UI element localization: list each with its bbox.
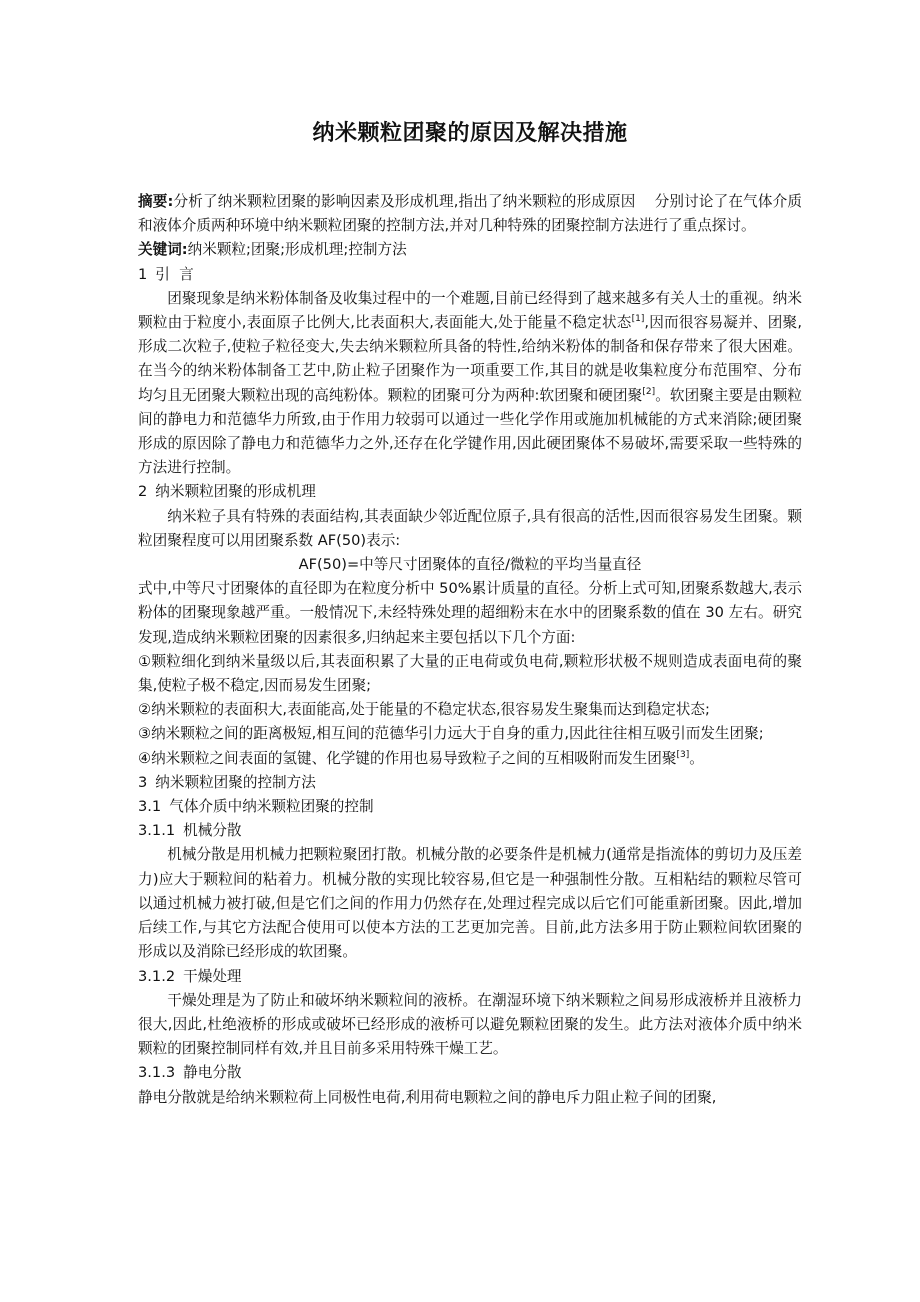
section-3-1-3-paragraph: 静电分散就是给纳米颗粒荷上同极性电荷,利用荷电颗粒之间的静电斥力阻止粒子间的团聚, [138, 1088, 717, 1106]
section-1-number: 1 [138, 265, 148, 283]
section-3-1-2-paragraph: 干燥处理是为了防止和破坏纳米颗粒间的液桥。在潮湿环境下纳米颗粒之间易形成液桥并且液桥力很大,因此,杜绝液桥的形成或破坏已经形成的液桥可以避免颗粒团聚的发生。此方法对液体介质中纳米颗粒的团聚控制同样有效,并且目前多采用特殊干燥工艺。 [138, 991, 802, 1058]
citation-3: [3] [676, 749, 690, 760]
paragraph-text: 。软团聚主要是由颗粒间的静电力和范德华力所致,由于作用力较弱可以通过一些化学作用或施加机械能的方式来消除;硬团聚形成的原因除了静电力和范德华力之外,还存在化学键作用,因此硬团聚体不易破坏,需要采取一些特殊的方法进行控制。 [138, 386, 802, 477]
list-item-4 [138, 747, 802, 771]
section-2-title: 纳米颗粒团聚的形成机理 [155, 483, 316, 501]
section-1-paragraph [138, 287, 802, 481]
document-title: 纳米颗粒团聚的原因及解决措施 [312, 121, 628, 146]
section-3-1-2-title: 干燥处理 [183, 967, 242, 985]
section-3-1-2-number: 3.1.2 [138, 967, 176, 985]
section-3-title: 纳米颗粒团聚的控制方法 [155, 773, 316, 791]
keywords [138, 238, 802, 262]
paragraph-text: ,因而很容易凝并、团聚,形成二次粒子,使粒子粒径变大,失去纳米颗粒所具备的特性,给纳米粉体的制备和保存带来了很大困难。在当今的纳米粉体制备工艺中,防止粒子团聚作为一项重要工作,其目的就是收集粒度分布范围窄、分布均匀且无团聚大颗粒出现的高纯粉体。颗粒的团聚可分为两种:软团聚和硬团聚 [138, 314, 802, 404]
abstract [138, 190, 802, 238]
section-2-paragraph-2: 式中,中等尺寸团聚体的直径即为在粒度分析中 50%累计质量的直径。分析上式可知,团聚系数越大,表示粉体的团聚现象越严重。一般情况下,未经特殊处理的超细粉末在水中的团聚系数的值在 30 左右。研究发现,造成纳米颗粒团聚的因素很多,归纳起来主要包括以下几个方面: [138, 580, 802, 646]
paragraph-text: 团聚现象是纳米粉体制备及收集过程中的一个难题,目前已经得到了越来越多有关人士的重视。纳米颗粒由于粒度小,表面原子比例大,比表面积大,表面能大,处于能量不稳定状态 [138, 289, 802, 332]
section-3-1-3-title: 静电分散 [183, 1064, 242, 1082]
abstract-label: 摘要: [138, 193, 174, 210]
document-page [138, 118, 802, 1110]
citation-2: [2] [642, 386, 656, 397]
citation-1: [1] [631, 314, 645, 325]
section-3-heading [138, 771, 802, 795]
list-item-3: ③纳米颗粒之间的距离极短,相互间的范德华引力远大于自身的重力,因此往往相互吸引而发生团聚; [138, 725, 764, 743]
list-item-text: ④纳米颗粒之间表面的氢键、化学键的作用也易导致粒子之间的互相吸附而发生团聚 [138, 749, 677, 767]
list-item-1: ①颗粒细化到纳米量级以后,其表面积累了大量的正电荷或负电荷,颗粒形状极不规则造成表面电荷的聚集,使粒子极不稳定,因而易发生团聚; [138, 652, 802, 695]
keywords-text: 纳米颗粒;团聚;形成机理;控制方法 [187, 241, 407, 259]
section-1-title: 引 言 [155, 265, 194, 283]
section-3-1-1-title: 机械分散 [183, 822, 242, 840]
section-3-1-1-number: 3.1.1 [138, 822, 176, 840]
section-3-number: 3 [138, 773, 148, 791]
keywords-label: 关键词: [138, 241, 188, 259]
section-3-1-title: 气体介质中纳米颗粒团聚的控制 [169, 798, 374, 816]
abstract-text: 分析了纳米颗粒团聚的影响因素及形成机理,指出了纳米颗粒的形成原因 分别讨论了在气体介质和液体介质两种环境中纳米颗粒团聚的控制方法,并对几种特殊的团聚控制方法进行了重点探讨。 [138, 193, 802, 235]
section-3-1-1-heading [138, 819, 802, 843]
section-1-heading [138, 263, 802, 287]
section-2-number: 2 [138, 483, 148, 501]
section-3-1-2-heading [138, 965, 802, 989]
section-3-1-number: 3.1 [138, 798, 162, 816]
agglomeration-formula: AF(50)=中等尺寸团聚体的直径/微粒的平均当量直径 [298, 556, 642, 574]
section-3-1-3-heading [138, 1061, 802, 1085]
list-item-2: ②纳米颗粒的表面积大,表面能高,处于能量的不稳定状态,很容易发生聚集而达到稳定状态; [138, 701, 710, 719]
section-3-1-1-paragraph: 机械分散是用机械力把颗粒聚团打散。机械分散的必要条件是机械力(通常是指流体的剪切力及压差力)应大于颗粒间的粘着力。机械分散的实现比较容易,但它是一种强制性分散。互相粘结的颗粒尽管可以通过机械力被打破,但是它们之间的作用力仍然存在,处理过程完成以后它们可能重新团聚。因此,增加后续工作,与其它方法配合使用可以使本方法的工艺更加完善。目前,此方法多用于防止颗粒间软团聚的形成以及消除已经形成的软团聚。 [138, 846, 802, 961]
list-item-text: 。 [689, 749, 704, 767]
section-2-paragraph-1: 纳米粒子具有特殊的表面结构,其表面缺少邻近配位原子,具有很高的活性,因而很容易发生团聚。颗粒团聚程度可以用团聚系数 AF(50)表示: [138, 507, 802, 549]
section-3-1-3-number: 3.1.3 [138, 1064, 176, 1082]
section-3-1-heading [138, 795, 802, 819]
section-2-heading [138, 480, 802, 504]
